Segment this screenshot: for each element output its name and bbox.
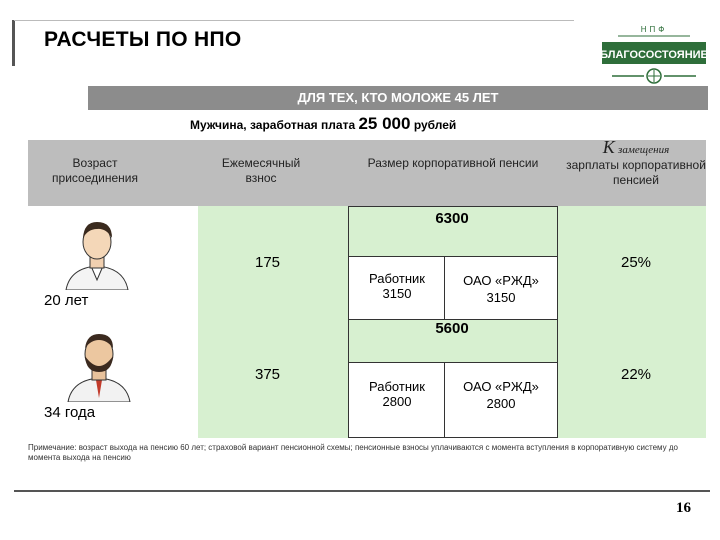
top-divider bbox=[14, 20, 574, 21]
header-pension: Размер корпоративной пенсии bbox=[367, 156, 539, 170]
monthly-column bbox=[198, 206, 348, 438]
subheader-suffix: рублей bbox=[413, 118, 457, 132]
row2-monthly: 375 bbox=[255, 366, 281, 383]
row1-total: 6300 bbox=[435, 210, 469, 227]
salary-subheader bbox=[190, 114, 530, 134]
row1-company-cell bbox=[444, 256, 558, 320]
logo-top-text: НПФ bbox=[640, 25, 668, 34]
row1-worker-label: Работник bbox=[369, 271, 425, 286]
row2-company-cell bbox=[444, 362, 558, 438]
footnote: Примечание: возраст выхода на пенсию 60 лет; страховой вариант пенсионной схемы; пенсионные взносы уплачиваются с момента вступления в корпоративную систему до момента выхода на пенсию bbox=[28, 443, 678, 462]
row1-worker-value: 3150 bbox=[382, 286, 412, 301]
header-k bbox=[566, 137, 706, 188]
age-group-banner: ДЛЯ ТЕХ, КТО МОЛОЖЕ 45 ЛЕТ bbox=[88, 86, 708, 110]
row2-age: 34 года bbox=[44, 404, 96, 421]
header-k-sub: замещения bbox=[618, 144, 670, 156]
subheader-prefix: Мужчина, заработная плата bbox=[190, 118, 356, 132]
header-k-rest: зарплаты корпоративной пенсией bbox=[566, 158, 706, 187]
header-k-symbol: К bbox=[602, 137, 615, 157]
row2-worker-cell bbox=[348, 362, 446, 438]
k-column bbox=[556, 206, 706, 438]
header-monthly: Ежемесячный взнос bbox=[221, 156, 301, 185]
row2-worker-value: 2800 bbox=[382, 394, 412, 409]
title-accent-bar bbox=[12, 20, 15, 66]
page-title: РАСЧЕТЫ ПО НПО bbox=[44, 28, 242, 51]
row1-monthly: 175 bbox=[255, 254, 281, 271]
row2-company-value: 2800 bbox=[486, 396, 516, 411]
row2-total: 5600 bbox=[435, 320, 469, 337]
row1-age: 20 лет bbox=[44, 292, 89, 309]
logo-name: БЛАГОСОСТОЯНИЕ bbox=[600, 49, 708, 61]
row1-company-value: 3150 bbox=[486, 290, 516, 305]
header-age: Возраст присоединения bbox=[52, 156, 138, 185]
row2-k: 22% bbox=[620, 366, 652, 383]
row2-worker-label: Работник bbox=[369, 379, 425, 394]
bottom-divider bbox=[14, 490, 710, 492]
row1-worker-cell bbox=[348, 256, 446, 320]
page-number: 16 bbox=[676, 500, 691, 516]
npf-logo bbox=[598, 20, 710, 90]
person-young-icon bbox=[62, 214, 132, 290]
row1-company-label: ОАО «РЖД» bbox=[463, 273, 539, 288]
person-older-icon bbox=[66, 326, 132, 402]
row2-company-label: ОАО «РЖД» bbox=[463, 379, 539, 394]
row1-k: 25% bbox=[620, 254, 652, 271]
subheader-amount: 25 000 bbox=[358, 114, 411, 133]
